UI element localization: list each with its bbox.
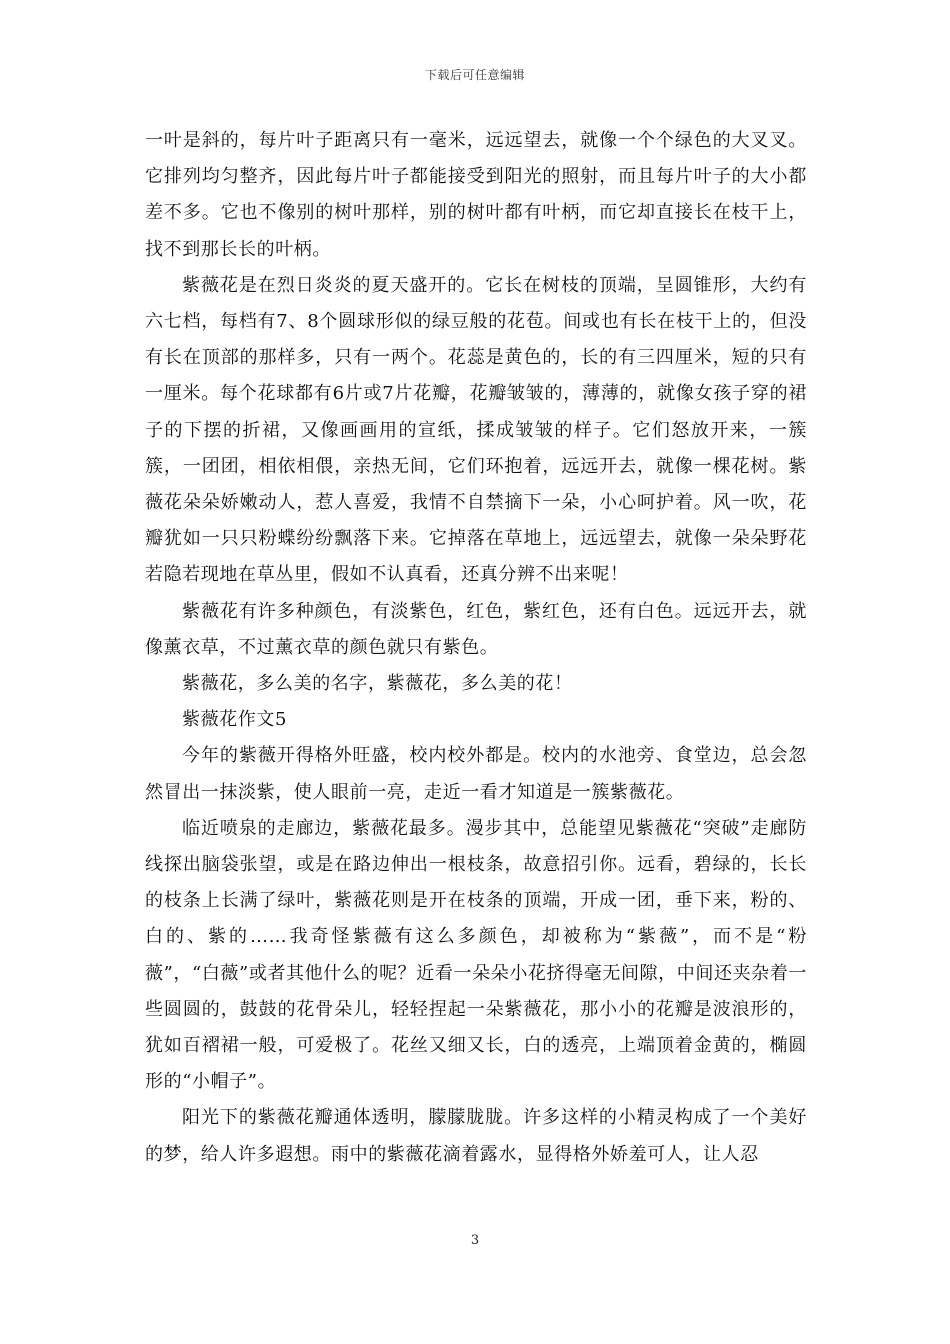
paragraph: 阳光下的紫薇花瓣通体透明，朦朦胧胧。许多这样的小精灵构成了一个美好的梦，给人许多遐想。雨中的紫薇花滴着露水，显得格外娇羞可人，让人忍 bbox=[145, 1107, 807, 1165]
paragraph: 紫薇花有许多种颜色，有淡紫色，红色，紫红色，还有白色。远远开去，就像薰衣草，不过薰衣草的颜色就只有紫色。 bbox=[145, 600, 807, 658]
paragraph-continuation: 一叶是斜的，每片叶子距离只有一毫米，远远望去，就像一个个绿色的大叉叉。它排列均匀整齐，因此每片叶子都能接受到阳光的照射，而且每片叶子的大小都差不多。它也不像别的树叶那样，别的树叶都有叶柄，而它却直接长在枝干上，找不到那长长的叶柄。 bbox=[145, 130, 807, 260]
document-body bbox=[145, 123, 807, 1173]
paragraph: 紫薇花是在烈日炎炎的夏天盛开的。它长在树枝的顶端，呈圆锥形，大约有六七档，每档有7、8个圆球形似的绿豆般的花苞。间或也有长在枝干上的，但没有长在顶部的那样多，只有一两个。花蕊是黄色的，长的有三四厘米，短的只有一厘米。每个花球都有6片或7片花瓣，花瓣皱皱的，薄薄的，就像女孩子穿的裙子的下摆的折裙，又像画画用的宣纸，揉成皱皱的样子。它们怒放开来，一簇簇，一团团，相依相偎，亲热无间，它们环抱着，远远开去，就像一棵花树。紫薇花朵朵娇嫩动人，惹人喜爱，我情不自禁摘下一朵，小心呵护着。风一吹，花瓣犹如一只只粉蝶纷纷飘落下来。它掉落在草地上，远远望去，就像一朵朵野花若隐若现地在草丛里，假如不认真看，还真分辨不出来呢！ bbox=[145, 274, 807, 586]
paragraph: 紫薇花，多么美的名字，紫薇花，多么美的花！ bbox=[182, 673, 573, 695]
page-header: 下载后可任意编辑 bbox=[424, 68, 525, 82]
page-number: 3 bbox=[470, 1233, 480, 1248]
section-heading: 紫薇花作文5 bbox=[182, 709, 288, 731]
paragraph: 临近喷泉的走廊边，紫薇花最多。漫步其中，总能望见紫薇花“突破”走廊防线探出脑袋张望，或是在路边伸出一根枝条，故意招引你。远看，碧绿的，长长的枝条上长满了绿叶，紫薇花则是开在枝条的顶端，开成一团，垂下来，粉的、白的、紫的……我奇怪紫薇有这么多颜色，却被称为“紫薇”，而不是“粉薇”，“白薇”或者其他什么的呢？近看一朵朵小花挤得毫无间隙，中间还夹杂着一些圆圆的，鼓鼓的花骨朵儿，轻轻捏起一朵紫薇花，那小小的花瓣是波浪形的，犹如百褶裙一般，可爱极了。花丝又细又长，白的透亮，上端顶着金黄的，椭圆形的“小帽子”。 bbox=[145, 817, 807, 1093]
paragraph: 今年的紫薇开得格外旺盛，校内校外都是。校内的水池旁、食堂边，总会忽然冒出一抹淡紫，使人眼前一亮，走近一看才知道是一簇紫薇花。 bbox=[145, 745, 807, 803]
